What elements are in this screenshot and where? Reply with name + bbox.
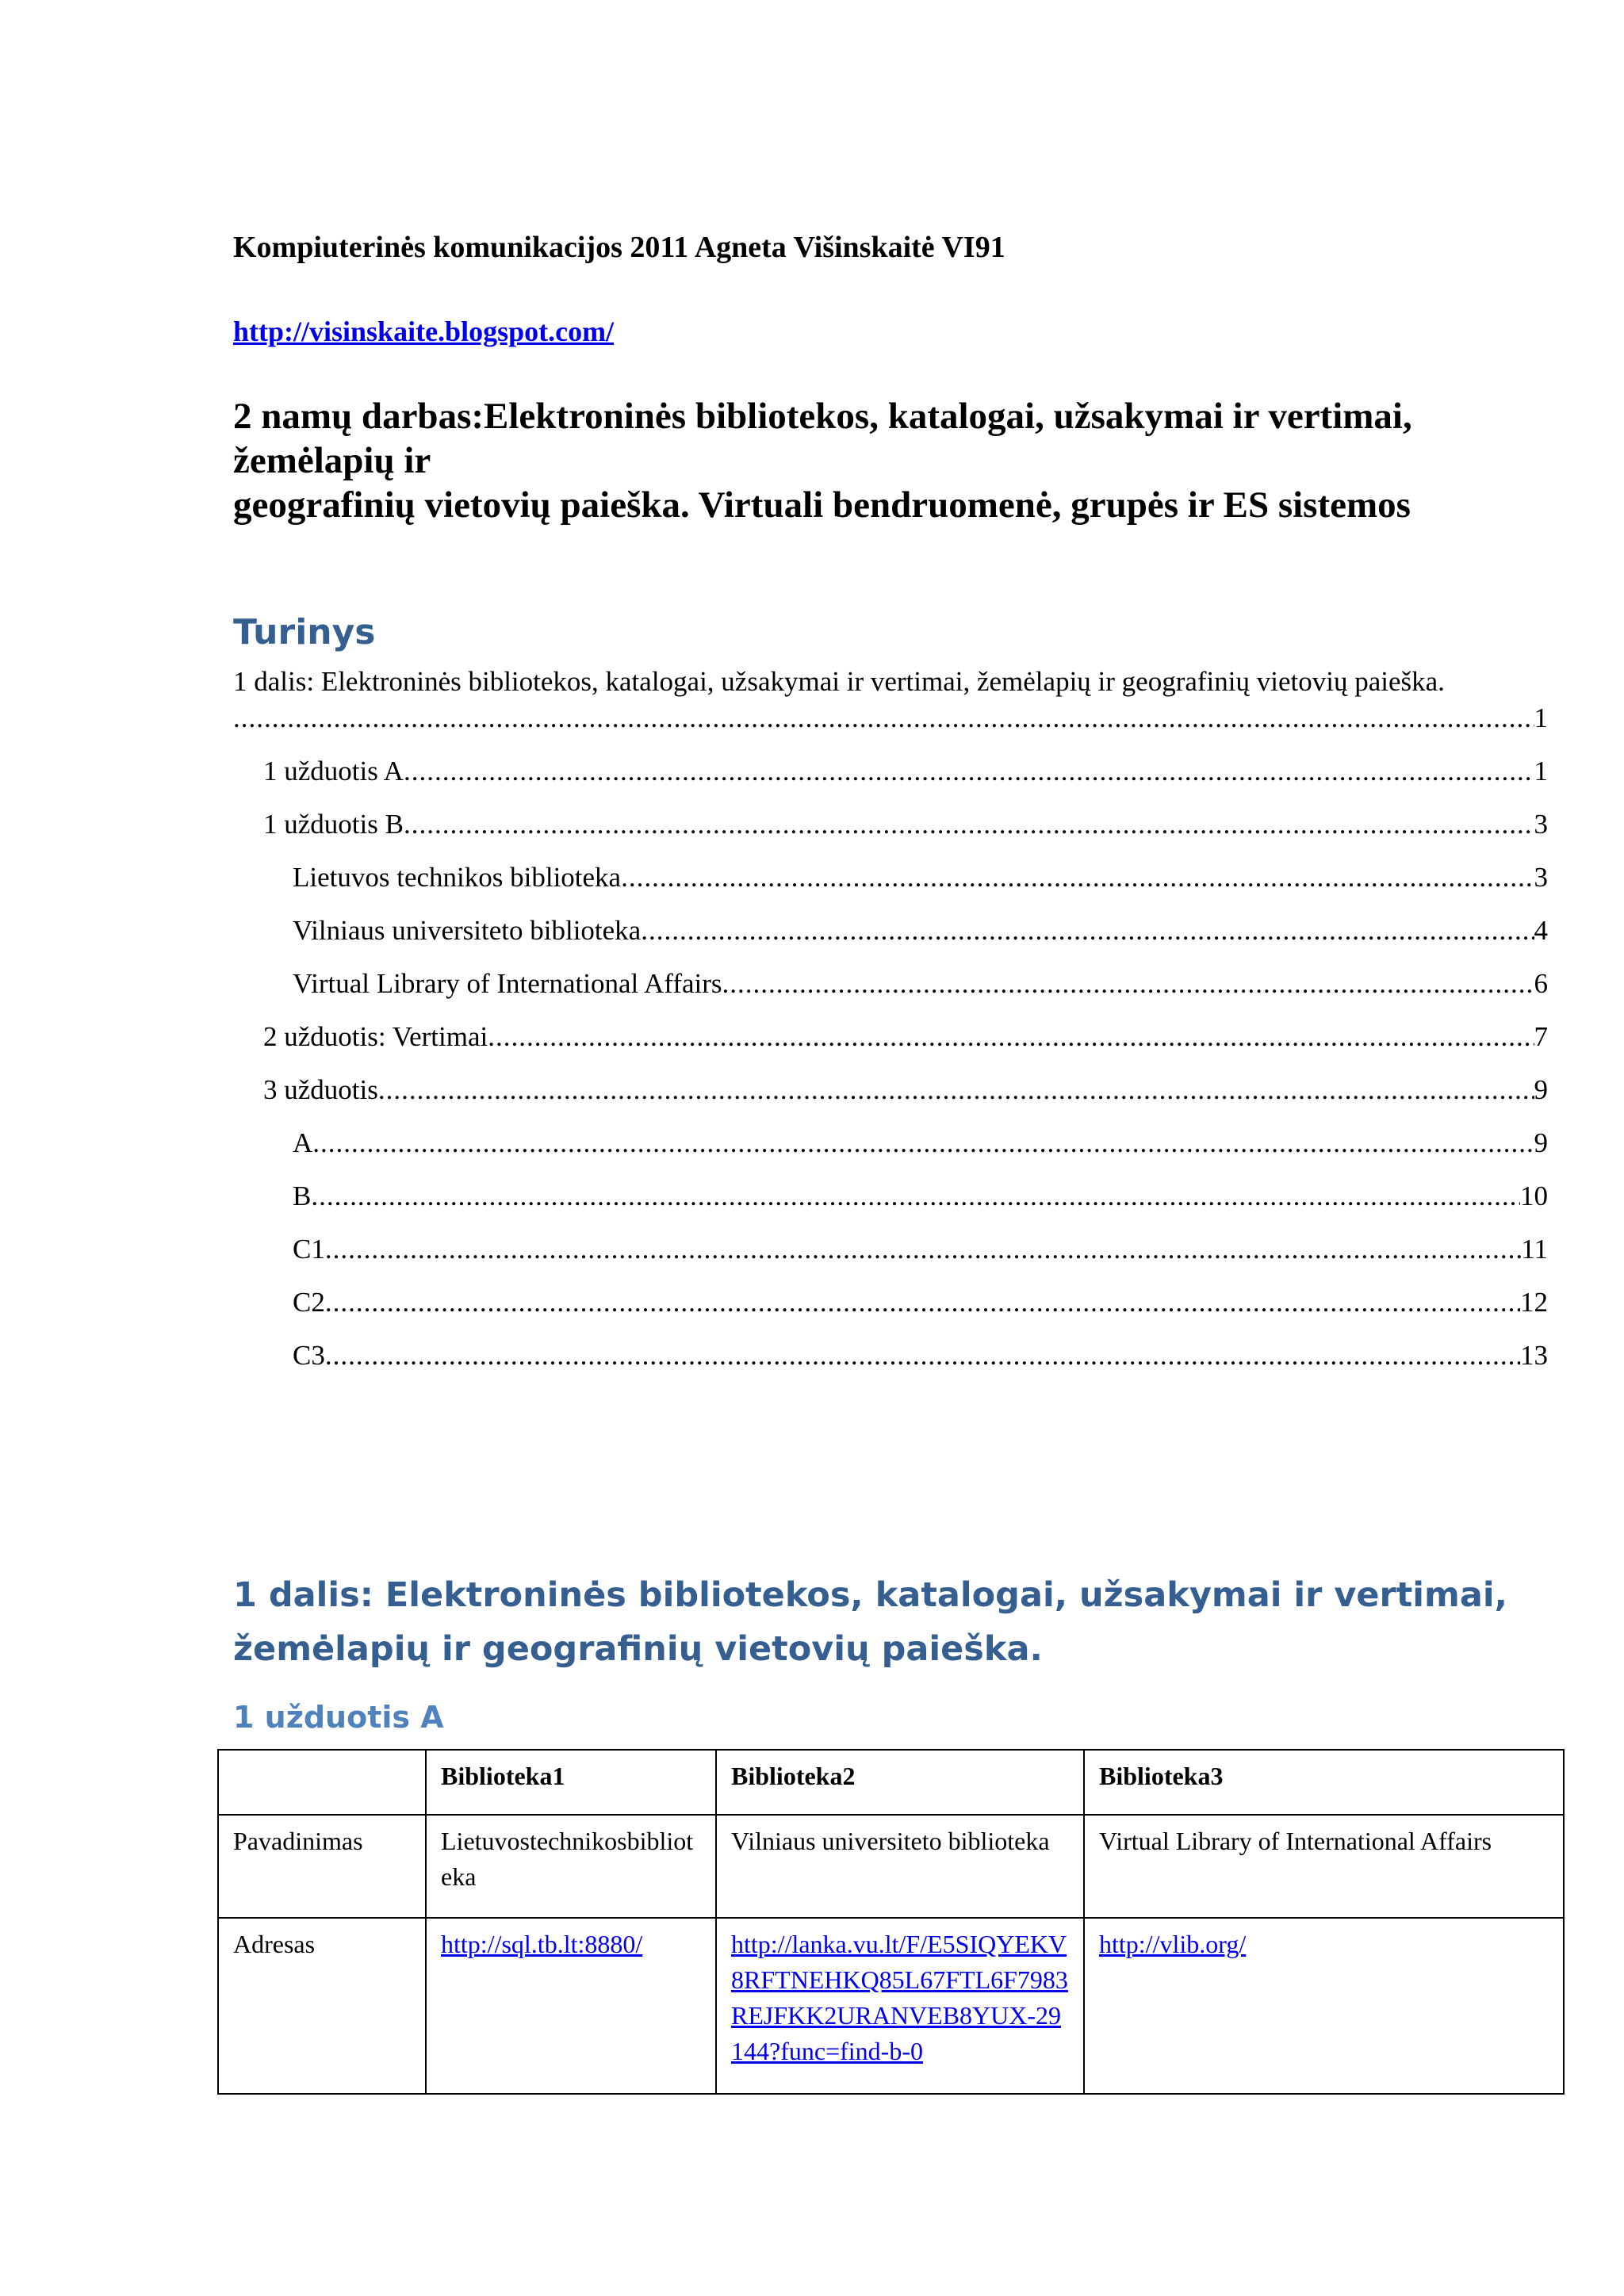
table-cell [716, 1918, 1084, 2094]
toc-page-number: 6 [1534, 968, 1548, 999]
toc-entry-text: 1 užduotis B [263, 809, 404, 840]
toc-leader [325, 1340, 1520, 1372]
toc-entry-text: Virtual Library of International Affairs [293, 968, 722, 999]
table-header-cell: Biblioteka2 [716, 1750, 1084, 1815]
toc-leader [325, 1234, 1521, 1265]
row-label: Adresas [218, 1918, 426, 2094]
toc-entry-1a[interactable] [233, 756, 1548, 809]
toc-entry-3b[interactable] [233, 1181, 1548, 1234]
toc-page-number: 4 [1534, 915, 1548, 946]
title-line-3: geografinių vietovių paieška. Virtuali bendruomenė, grupės ir ES sistemos [233, 484, 1411, 526]
toc-entry-1b[interactable] [233, 809, 1548, 862]
toc-entry-text: C3 [293, 1340, 325, 1371]
toc-entry-text: 3 užduotis [263, 1074, 378, 1105]
title-line-1: 2 namų darbas:Elektroninės bibliotekos, katalogai, užsakymai ir vertimai, [233, 396, 1412, 437]
toc-entry-3c3[interactable] [233, 1340, 1548, 1393]
library-link[interactable]: http://lanka.vu.lt/F/E5SIQYEKV8RFTNEHKQ85L67FTL6F7983REJFKK2URANVEB8YUX-29144?func=find-b-0 [731, 1930, 1068, 2065]
row-label: Pavadinimas [218, 1815, 426, 1918]
table-row [218, 1815, 1564, 1918]
toc-entry-vlib[interactable] [233, 968, 1548, 1021]
toc-page-number: 1 [1534, 702, 1548, 733]
toc-entry-text: 1 užduotis A [263, 756, 404, 786]
toc-page-number: 7 [1534, 1021, 1548, 1052]
toc-entry-text: Lietuvos technikos biblioteka [293, 862, 622, 893]
library-link[interactable]: http://sql.tb.lt:8880/ [441, 1930, 643, 1958]
blog-link[interactable]: http://visinskaite.blogspot.com/ [233, 316, 615, 347]
toc-leader [311, 1181, 1520, 1212]
table-cell [426, 1918, 716, 2094]
document-header: Kompiuterinės komunikacijos 2011 Agneta Višinskaitė VI91 [233, 231, 1005, 264]
toc-page-number: 9 [1534, 1074, 1548, 1105]
toc-entry-text: B [293, 1181, 312, 1211]
table-row [218, 1918, 1564, 2094]
table-header-cell [218, 1750, 426, 1815]
toc-leader [312, 1127, 1534, 1159]
toc-leader [722, 968, 1534, 1000]
toc-entry-2[interactable] [233, 1021, 1548, 1074]
toc-entry-3c1[interactable] [233, 1234, 1548, 1287]
toc-leader [621, 862, 1534, 894]
toc-page-number: 12 [1520, 1287, 1548, 1318]
toc-page-number: 3 [1534, 862, 1548, 893]
toc-entry-text: A [293, 1127, 313, 1158]
toc-entry-text: 2 užduotis: Vertimai [263, 1021, 488, 1052]
toc-leader [378, 1074, 1534, 1106]
table-header-cell: Biblioteka3 [1084, 1750, 1564, 1815]
toc-entry-3c2[interactable] [233, 1287, 1548, 1340]
toc-entry-ltb[interactable] [233, 862, 1548, 915]
toc-entry-3a[interactable] [233, 1127, 1548, 1181]
table-header-row [218, 1750, 1564, 1815]
toc-entry-text: C1 [293, 1234, 325, 1265]
document-title [233, 394, 1565, 527]
toc-entry-part1-text[interactable]: 1 dalis: Elektroninės bibliotekos, katalogai, užsakymai ir vertimai, žemėlapių ir geografinių vietovių paieška. [233, 666, 1445, 697]
toc-leader [404, 809, 1534, 840]
toc-leader [325, 1287, 1520, 1318]
table-header-cell: Biblioteka1 [426, 1750, 716, 1815]
toc-heading: Turinys [233, 612, 376, 652]
title-line-2: žemėlapių ir [233, 440, 431, 481]
toc-entry-vu[interactable] [233, 915, 1548, 968]
toc-leader [404, 756, 1534, 787]
toc-leader [488, 1021, 1534, 1053]
table-cell: Vilniaus universiteto biblioteka [716, 1815, 1084, 1918]
toc-page-number: 1 [1534, 756, 1548, 786]
table-cell: Virtual Library of International Affairs [1084, 1815, 1564, 1918]
section-heading-line-2: žemėlapių ir geografinių vietovių paieška. [233, 1629, 1043, 1669]
libraries-table [217, 1749, 1565, 2095]
toc-leader [641, 915, 1534, 947]
toc-entry-part1[interactable] [233, 702, 1548, 756]
toc-leader [233, 702, 1534, 734]
section-heading [233, 1568, 1581, 1676]
table-cell [1084, 1918, 1564, 2094]
toc-page-number: 11 [1521, 1234, 1548, 1265]
toc-entry-3[interactable] [233, 1074, 1548, 1127]
table-of-contents [233, 702, 1548, 1393]
toc-page-number: 10 [1520, 1181, 1548, 1211]
toc-entry-text: Vilniaus universiteto biblioteka [293, 915, 642, 946]
subsection-heading: 1 užduotis A [233, 1700, 444, 1735]
table-cell: Lietuvostechnikosbiblioteka [426, 1815, 716, 1918]
toc-page-number: 13 [1520, 1340, 1548, 1371]
toc-page-number: 9 [1534, 1127, 1548, 1158]
library-link[interactable]: http://vlib.org/ [1099, 1930, 1247, 1958]
toc-page-number: 3 [1534, 809, 1548, 840]
section-heading-line-1: 1 dalis: Elektroninės bibliotekos, katalogai, užsakymai ir vertimai, [233, 1575, 1507, 1615]
toc-entry-text: C2 [293, 1287, 325, 1318]
